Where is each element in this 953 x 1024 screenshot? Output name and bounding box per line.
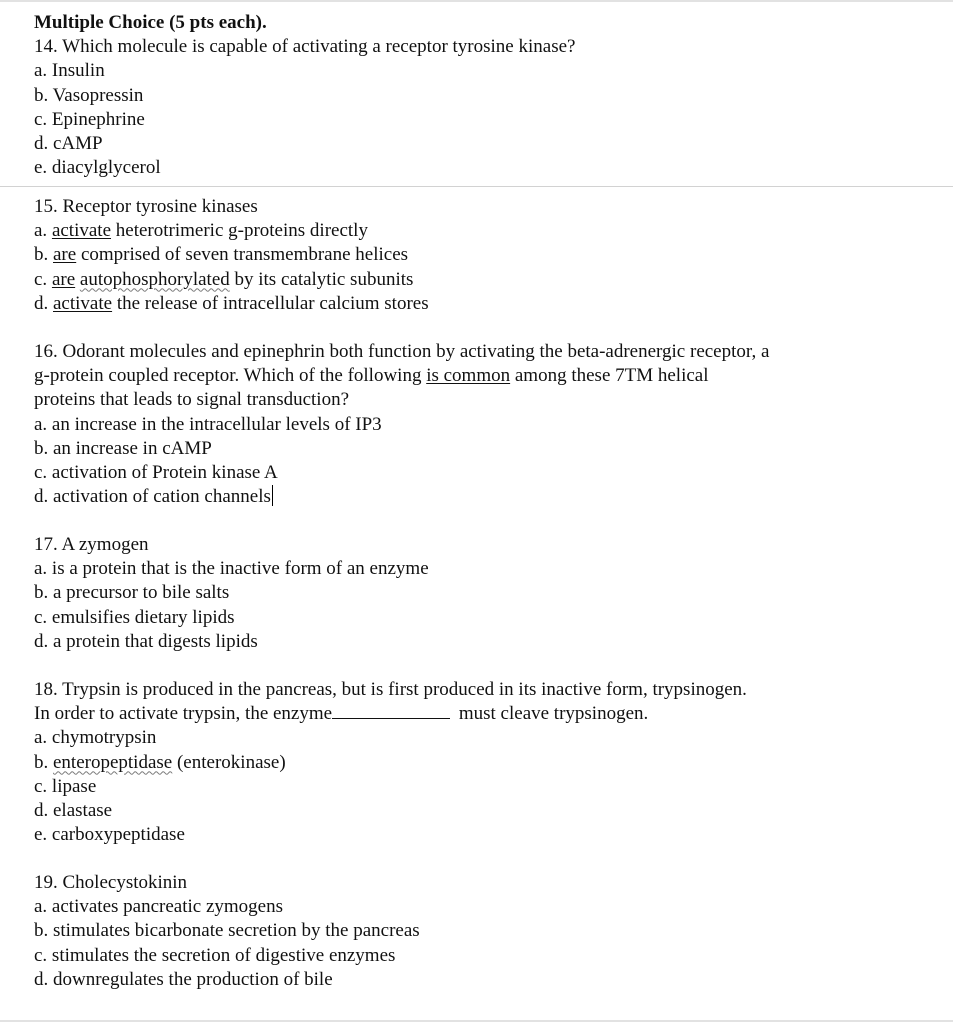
question-19-option-d: d. downregulates the production of bile (34, 968, 333, 990)
question-16-option-d (34, 485, 914, 509)
question-18-stem-line-2 (34, 702, 914, 726)
question-16-option-a: a. an increase in the intracellular levels of IP3 (34, 413, 382, 435)
question-14-block (34, 11, 914, 180)
question-18-stem-line-1: 18. Trypsin is produced in the pancreas, but is first produced in its inactive form, trypsinogen. (34, 679, 747, 700)
question-15-block (34, 195, 914, 316)
option-prefix: b. (34, 751, 53, 773)
page-break-divider (0, 186, 953, 187)
underlined-word: are (51, 268, 76, 290)
question-19-option-c: c. stimulates the secretion of digestive enzymes (34, 944, 396, 966)
question-17-option-b: b. a precursor to bile salts (34, 582, 230, 604)
fill-in-blank[interactable] (332, 702, 450, 719)
underlined-phrase: is common (426, 365, 511, 387)
stem-text: g-protein coupled receptor. Which of the following (34, 365, 427, 387)
section-heading: Multiple Choice (5 pts each). (34, 12, 267, 33)
question-18-option-d: d. elastase (34, 800, 113, 822)
question-17-option-a: a. is a protein that is the inactive form of an enzyme (34, 558, 429, 580)
question-16-stem-line-2 (34, 364, 914, 388)
question-18-option-a: a. chymotrypsin (34, 727, 157, 749)
option-text: the release of intracellular calcium stores (112, 292, 429, 314)
stem-text: among these 7TM helical (510, 365, 709, 387)
question-14-option-d: d. cAMP (34, 133, 103, 155)
question-15-option-a (34, 219, 914, 243)
top-page-edge (0, 0, 953, 2)
stem-text: must cleave trypsinogen. (454, 703, 649, 725)
question-14-option-a: a. Insulin (34, 60, 105, 82)
question-15-stem: 15. Receptor tyrosine kinases (34, 196, 258, 217)
question-14-stem: 14. Which molecule is capable of activating a receptor tyrosine kinase? (34, 36, 576, 58)
option-text: heterotrimeric g-proteins directly (111, 220, 368, 242)
question-19-option-a: a. activates pancreatic zymogens (34, 896, 283, 918)
question-14-option-b: b. Vasopressin (34, 84, 144, 106)
question-19-stem: 19. Cholecystokinin (34, 872, 188, 893)
question-17-block (34, 533, 914, 654)
question-19-block (34, 871, 914, 992)
question-17-option-d: d. a protein that digests lipids (34, 630, 258, 652)
question-16-stem-line-3: proteins that leads to signal transduction? (34, 389, 350, 411)
option-prefix: c. (34, 268, 52, 290)
question-14-option-e: e. diacylglycerol (34, 157, 161, 179)
option-text: comprised of seven transmembrane helices (76, 244, 409, 266)
spellcheck-flagged-word[interactable]: enteropeptidase (53, 751, 173, 773)
question-15-option-b (34, 243, 914, 267)
stem-text: In order to activate trypsin, the enzyme (34, 703, 333, 725)
question-14-option-c: c. Epinephrine (34, 108, 145, 130)
question-15-option-d (34, 292, 914, 316)
question-18-block (34, 678, 914, 847)
option-prefix: d. (34, 292, 53, 314)
underlined-word: activate (53, 292, 113, 314)
option-prefix: b. (34, 244, 53, 266)
question-18-option-b (34, 751, 914, 775)
underlined-word: are (53, 244, 77, 266)
text-cursor-caret (272, 485, 273, 506)
question-19-option-b: b. stimulates bicarbonate secretion by the pancreas (34, 920, 420, 942)
option-prefix: a. (34, 220, 52, 242)
question-18-option-c: c. lipase (34, 775, 97, 797)
spellcheck-flagged-word[interactable]: autophosphorylated (79, 268, 230, 290)
option-text: (enterokinase) (172, 751, 286, 773)
question-16-stem-line-1: 16. Odorant molecules and epinephrin both function by activating the beta-adrenergic receptor, a (34, 341, 770, 362)
question-15-option-c (34, 268, 914, 292)
option-text: by its catalytic subunits (229, 268, 414, 290)
question-16-block (34, 340, 914, 509)
question-17-stem: 17. A zymogen (34, 534, 149, 555)
underlined-word: activate (51, 220, 112, 242)
question-17-option-c: c. emulsifies dietary lipids (34, 606, 235, 628)
question-16-option-b: b. an increase in cAMP (34, 437, 212, 459)
bottom-page-edge (0, 1020, 953, 1022)
question-16-option-c: c. activation of Protein kinase A (34, 462, 278, 484)
question-18-option-e: e. carboxypeptidase (34, 824, 185, 846)
option-text: d. activation of cation channels (34, 486, 271, 508)
